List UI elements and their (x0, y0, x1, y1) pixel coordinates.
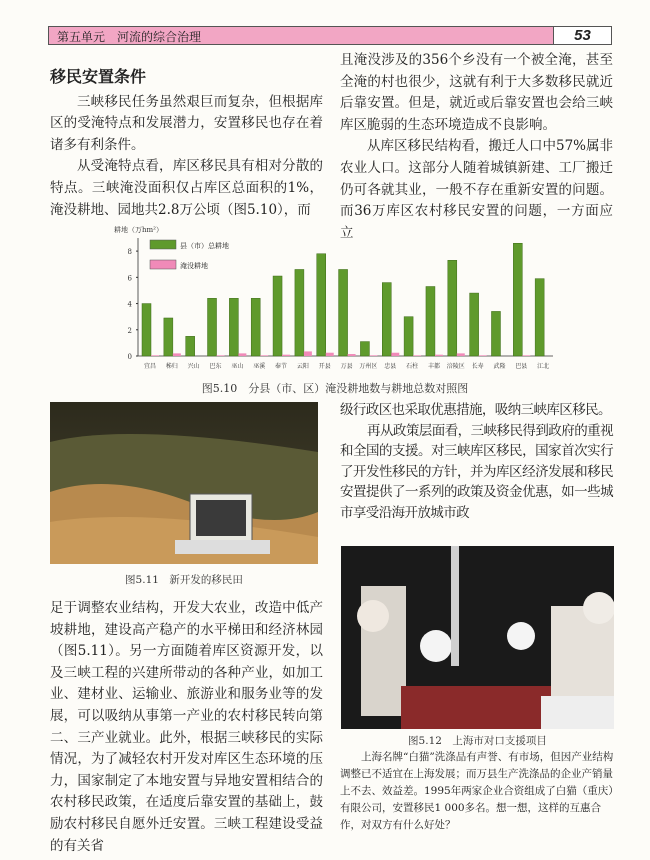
bar-total-farmland (186, 336, 195, 356)
x-tick-label: 宜昌 (143, 363, 157, 370)
bar-total-farmland (404, 317, 413, 356)
x-tick-label: 奉节 (275, 363, 288, 370)
section-title: 移民安置条件 (50, 67, 147, 86)
left-top-column (50, 66, 323, 221)
bar-total-farmland (382, 283, 391, 356)
bar-submerged-farmland (304, 351, 312, 356)
figure-5-10-chart (110, 222, 560, 374)
x-tick-label: 万县 (340, 363, 353, 370)
bar-total-farmland (164, 318, 173, 356)
right-mid-column (340, 400, 613, 523)
page-header (48, 26, 612, 45)
x-tick-label: 丰都 (427, 363, 440, 370)
bar-submerged-farmland (260, 355, 268, 356)
paragraph: 且淹没涉及的356个乡没有一个被全淹，甚至全淹的村也很少，这就有利于大多数移民就近后靠安置。但是，就近或后靠安置也会给三峡库区脆弱的生态环境造成不良影响。 (340, 52, 613, 133)
x-tick-label: 巫山 (231, 363, 244, 370)
bar-submerged-farmland (413, 355, 421, 356)
bar-total-farmland (317, 254, 326, 356)
bar-total-farmland (426, 287, 435, 356)
bar-submerged-farmland (326, 353, 334, 356)
bar-total-farmland (470, 293, 479, 356)
bar-total-farmland (360, 342, 369, 356)
y-tick-label: 2 (127, 326, 132, 335)
legend-label: 淹没耕地 (180, 262, 208, 270)
bar-submerged-farmland (282, 355, 290, 356)
x-tick-label: 忠县 (384, 363, 397, 370)
legend-label: 县（市）总耕地 (180, 242, 229, 250)
paragraph: 从受淹特点看，库区移民具有相对分散的特点。三峡淹没面积仅占库区总面积的1%，淹没耕地、园地共2.8万公顷（图5.10），而 (50, 158, 323, 218)
y-tick-label: 4 (127, 300, 132, 309)
bar-submerged-farmland (522, 355, 530, 356)
x-tick-label: 石柱 (406, 363, 419, 370)
x-tick-label: 武隆 (493, 363, 506, 370)
bar-total-farmland (535, 279, 544, 356)
y-tick-label: 6 (127, 274, 132, 283)
bar-submerged-farmland (479, 355, 487, 356)
y-tick-label: 0 (127, 353, 132, 361)
bar-total-farmland (229, 298, 238, 356)
bar-total-farmland (513, 243, 522, 356)
figure-5-12-caption: 图5.12 上海市对口支援项目 (408, 735, 547, 747)
y-tick-label: 8 (127, 248, 132, 257)
x-tick-label: 万州区 (359, 363, 378, 370)
figure-5-12-photo (341, 546, 614, 729)
x-tick-label: 长寿 (471, 363, 484, 370)
bar-total-farmland (273, 276, 282, 356)
x-tick-label: 巫溪 (253, 363, 266, 370)
paragraph: 从库区移民结构看，搬迁人口中57%属非农业人口。这部分人随着城镇新建、工厂搬迁仍可各就其业，一般不存在重新安置的问题。而36万库区农村移民安置的问题，一方面应立 (340, 138, 614, 241)
bar-total-farmland (251, 298, 260, 356)
bar-submerged-farmland (151, 355, 159, 356)
figure-5-10-caption: 图5.10 分县（市、区）淹没耕地数与耕地总数对照图 (201, 382, 469, 395)
x-tick-label: 秭归 (165, 363, 178, 370)
bar-total-farmland (339, 269, 348, 356)
right-top-column (340, 50, 613, 244)
bar-submerged-farmland (369, 355, 377, 356)
bar-total-farmland (448, 260, 457, 356)
bar-submerged-farmland (173, 353, 181, 356)
legend-swatch (150, 260, 176, 269)
bar-submerged-farmland (348, 354, 356, 356)
bar-total-farmland (295, 269, 304, 356)
x-tick-label: 云阳 (296, 363, 309, 370)
note-text: 上海名牌“白猫”洗涤品有声誉、有市场，但因产业结构调整已不适宜在上海发展；而万县生产洗涤品的企业产销量上不去、效益差。1995年两家企业合资组成了白猫（重庆）有限公司，安置移民1 000多名。想一想，这样的互惠合作，对双方有什么好处？ (340, 751, 614, 831)
bar-submerged-farmland (391, 353, 399, 356)
x-tick-label: 涪陵区 (446, 363, 465, 370)
bar-total-farmland (208, 298, 217, 356)
x-tick-label: 巴县 (515, 363, 528, 370)
bar-total-farmland (142, 304, 151, 356)
unit-title: 第五单元 河流的综合治理 (57, 30, 202, 44)
y-axis-label: 耕地（万hm²） (114, 226, 163, 234)
paragraph: 足于调整农业结构，开发大农业，改造中低产坡耕地，建设高产稳产的水平梯田和经济林园（图5.11）。另一方面随着库区资源开发，以及三峡工程的兴建所带动的各种产业，如加工业、建材业、运输业、旅游业和服务业等的发展，可以吸纳从事第一产业的农村移民转向第二、三产业就业。此外，根据三峡移民的实际情况，为了减轻农村开发对库区生态环境的压力，国家制定了本地安置与异地安置相结合的农村移民政策，在适度后靠安置的基础上，鼓励农村移民自愿外迁安置。三峡工程建设受益的有关省 (50, 600, 323, 854)
left-bottom-column (50, 598, 323, 857)
x-tick-label: 开县 (318, 363, 331, 370)
x-tick-label: 巴东 (209, 363, 222, 370)
paragraph: 三峡移民任务虽然艰巨而复杂，但根据库区的受淹特点和发展潜力，安置移民也存在着诸多有利条件。 (50, 93, 323, 153)
legend-swatch (150, 240, 176, 249)
bar-total-farmland (491, 311, 500, 356)
bar-submerged-farmland (435, 355, 443, 356)
bar-submerged-farmland (217, 355, 225, 356)
page-number: 53 (553, 27, 611, 44)
paragraph: 再从政策层面看，三峡移民得到政府的重视和全国的支援。对三峡库区移民，国家首次实行了开发性移民的方针，并为库区经济发展和移民安置提供了一系列的政策及资金优惠，如一些城市享受沿海开放城市政 (340, 422, 613, 521)
bar-submerged-farmland (238, 353, 246, 356)
x-tick-label: 兴山 (187, 363, 200, 370)
paragraph: 级行政区也采取优惠措施，吸纳三峡库区移民。 (340, 402, 611, 418)
figure-5-11-caption: 图5.11 新开发的移民田 (125, 574, 243, 586)
bar-submerged-farmland (457, 353, 465, 356)
x-tick-label: 江北 (537, 363, 550, 370)
figure-5-12-note (340, 749, 615, 834)
figure-5-11-photo (50, 402, 318, 564)
